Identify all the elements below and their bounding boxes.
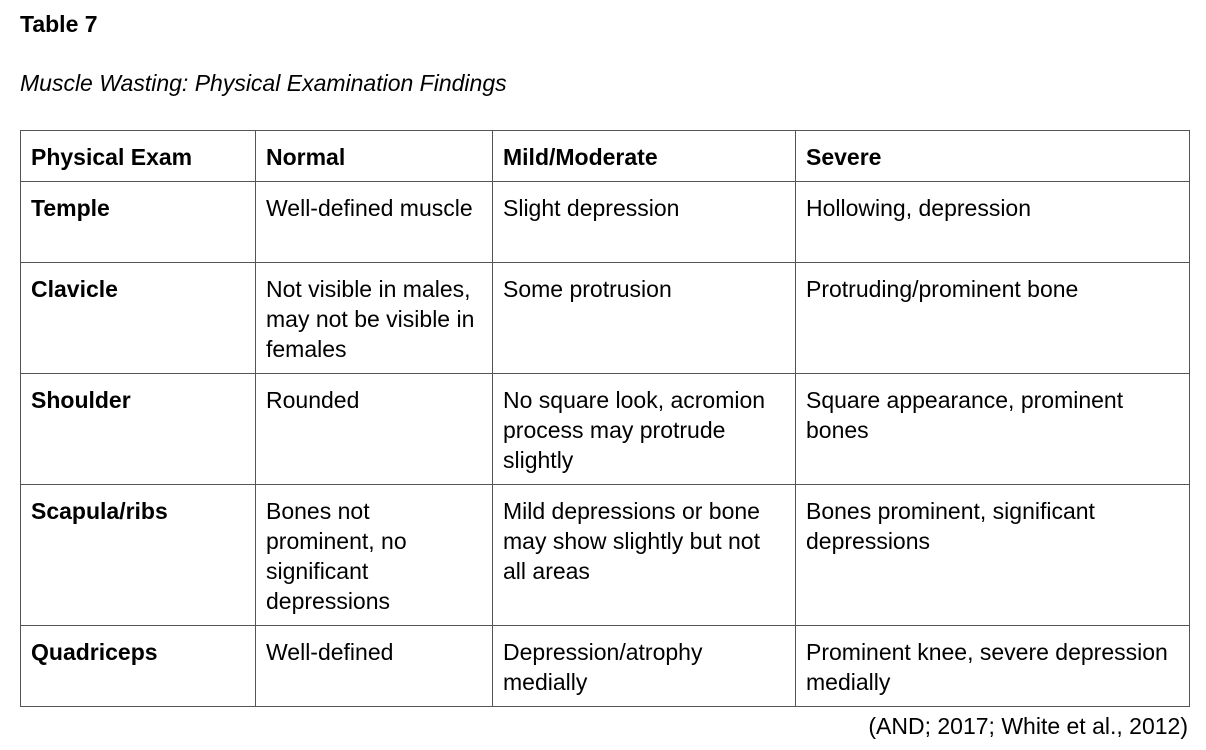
column-header-physical-exam: Physical Exam [21, 131, 256, 182]
exam-site-cell: Temple [21, 182, 256, 263]
column-header-normal: Normal [256, 131, 493, 182]
mild-moderate-finding-cell: No square look, acromion process may protrude slightly [493, 374, 796, 485]
severe-finding-cell: Hollowing, depression [796, 182, 1190, 263]
table-row [21, 626, 1190, 707]
exam-site-cell: Clavicle [21, 263, 256, 374]
table-caption: Muscle Wasting: Physical Examination Findings [20, 70, 507, 96]
table-header-row [21, 131, 1190, 182]
severe-finding-cell: Protruding/prominent bone [796, 263, 1190, 374]
table-row [21, 182, 1190, 263]
mild-moderate-finding-cell: Depression/atrophy medially [493, 626, 796, 707]
severe-finding-cell: Prominent knee, severe depression medially [796, 626, 1190, 707]
mild-moderate-finding-cell: Some protrusion [493, 263, 796, 374]
exam-site-cell: Shoulder [21, 374, 256, 485]
exam-site-cell: Quadriceps [21, 626, 256, 707]
column-header-severe: Severe [796, 131, 1190, 182]
normal-finding-cell: Well-defined [256, 626, 493, 707]
table-row [21, 485, 1190, 626]
exam-site-cell: Scapula/ribs [21, 485, 256, 626]
severe-finding-cell: Square appearance, prominent bones [796, 374, 1190, 485]
mild-moderate-finding-cell: Slight depression [493, 182, 796, 263]
mild-moderate-finding-cell: Mild depressions or bone may show slightly but not all areas [493, 485, 796, 626]
normal-finding-cell: Not visible in males, may not be visible in females [256, 263, 493, 374]
source-citation: (AND; 2017; White et al., 2012) [868, 713, 1188, 739]
table-row [21, 263, 1190, 374]
table-number: Table 7 [20, 11, 98, 37]
table-row [21, 374, 1190, 485]
severe-finding-cell: Bones prominent, significant depressions [796, 485, 1190, 626]
normal-finding-cell: Bones not prominent, no significant depressions [256, 485, 493, 626]
normal-finding-cell: Rounded [256, 374, 493, 485]
muscle-wasting-table [20, 130, 1190, 707]
normal-finding-cell: Well-defined muscle [256, 182, 493, 263]
column-header-mild-moderate: Mild/Moderate [493, 131, 796, 182]
